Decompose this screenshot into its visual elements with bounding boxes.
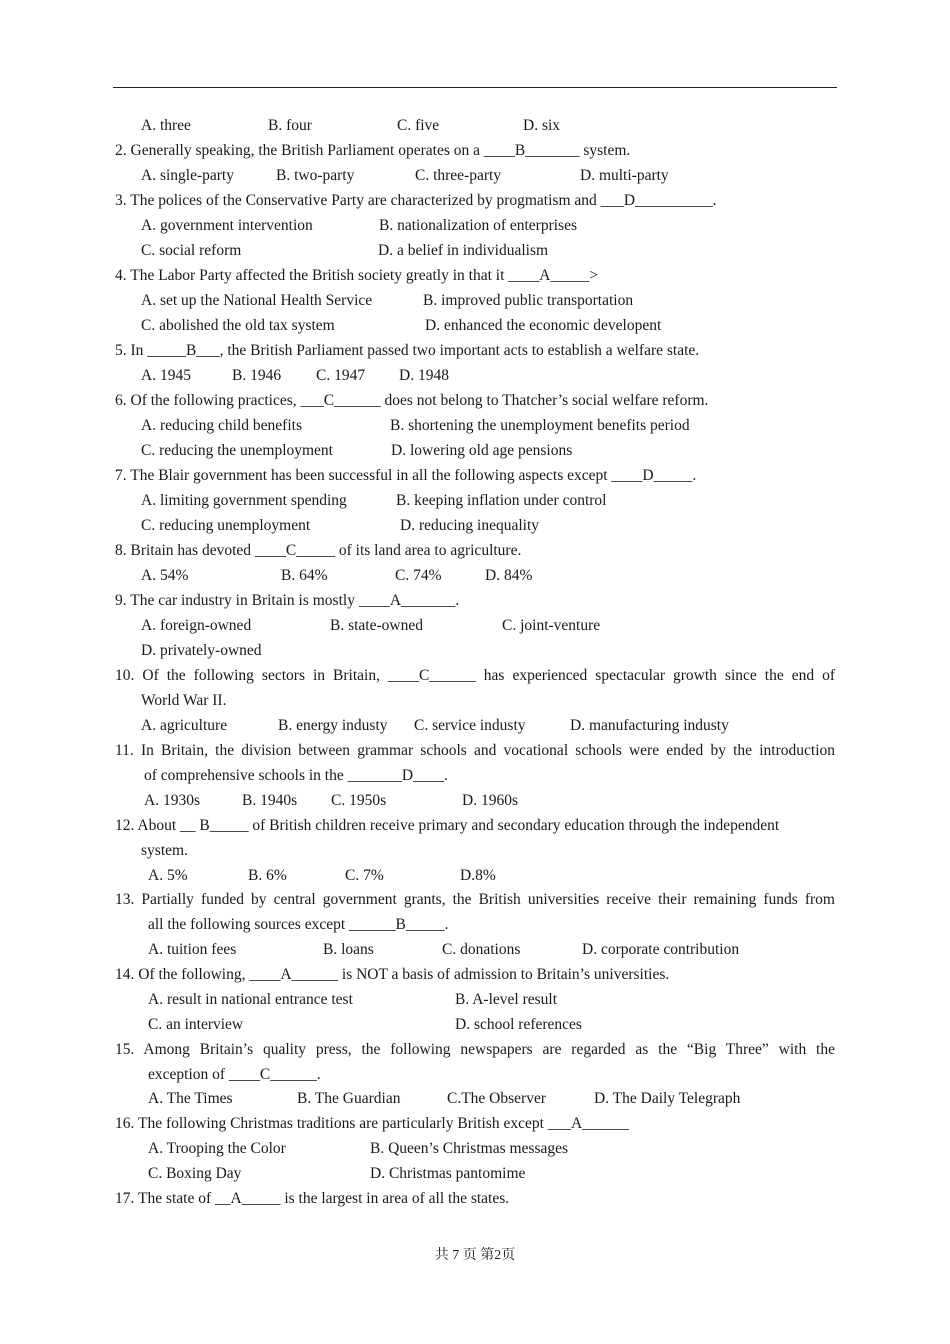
option-line: C. abolished the old tax system [141,317,335,334]
option-line: D. corporate contribution [582,941,740,958]
option-line: B. keeping inflation under control [396,492,607,509]
option-line: B. The Guardian [297,1090,401,1107]
option-line: D. six [523,117,561,134]
option-line: D. school references [455,1016,582,1033]
option-line: A. Trooping the Color [148,1140,286,1157]
page-footer: 共 7 页 第2页 [434,1248,516,1263]
question-line: exception of ____C______. [148,1066,321,1083]
question-line: 8. Britain has devoted ____C_____ of its land area to agriculture. [115,542,522,559]
option-line: B. nationalization of enterprises [379,217,577,234]
question-line: 6. Of the following practices, ___C______ does not belong to Thatcher’s social welfare reform. [115,392,709,409]
option-line: C. reducing the unemployment [141,442,333,459]
option-line: A. set up the National Health Service [141,292,373,309]
option-line: C. reducing unemployment [141,517,311,534]
option-line: A. 1945 [141,367,191,384]
option-line: D. privately-owned [141,642,262,659]
question-line: 11. In Britain, the division between grammar schools and vocational schools were ended by the introduction [115,742,835,759]
question-line: system. [141,842,188,859]
question-line: 12. About __ B_____ of British children receive primary and secondary education through the independent [115,817,780,834]
option-line: D. The Daily Telegraph [594,1090,741,1107]
option-line: A. 54% [141,567,189,584]
option-line: C. joint-venture [502,617,601,634]
option-line: C. 7% [345,867,384,884]
option-line: A. limiting government spending [141,492,347,509]
option-line: A. result in national entrance test [148,991,353,1008]
question-line: World War II. [141,692,227,709]
question-line: of comprehensive schools in the _______D____. [144,767,448,784]
option-line: B. 1946 [232,367,282,384]
option-line: D. 1960s [462,792,518,809]
question-line: all the following sources except ______B_____. [148,916,449,933]
question-line: 13. Partially funded by central government grants, the British universities receive their remaining funds from [115,891,835,908]
option-line: A. government intervention [141,217,313,234]
option-line: A. tuition fees [148,941,237,958]
option-line: B. 1940s [242,792,298,809]
option-line: C.The Observer [447,1090,546,1107]
option-line: C. service industy [414,717,526,734]
option-line: D. enhanced the economic developent [425,317,662,334]
question-line: 2. Generally speaking, the British Parliament operates on a ____B_______ system. [115,142,631,159]
question-line: 9. The car industry in Britain is mostly ____A_______. [115,592,460,609]
option-line: B. four [268,117,312,134]
option-line: C. 1950s [331,792,387,809]
question-line: 7. The Blair government has been successful in all the following aspects except ____D_____. [115,467,697,484]
option-line: D. 84% [485,567,533,584]
question-line: 10. Of the following sectors in Britain, ____C______ has experienced spectacular growth since the end of [115,667,835,684]
option-line: B. state-owned [330,617,423,634]
question-line: 5. In _____B___, the British Parliament passed two important acts to establish a welfare state. [115,342,700,359]
option-line: B. two-party [276,167,355,184]
option-line: D. manufacturing industy [570,717,729,734]
option-line: A. 5% [148,867,188,884]
option-line: B. energy industy [278,717,388,734]
option-line: B. 6% [248,867,287,884]
option-line: A. 1930s [144,792,200,809]
option-line: D. 1948 [399,367,449,384]
option-line: C. donations [442,941,521,958]
option-line: B. A-level result [455,991,558,1008]
option-line: C. 1947 [316,367,366,384]
option-line: A. The Times [148,1090,233,1107]
option-line: A. reducing child benefits [141,417,302,434]
option-line: C. social reform [141,242,242,259]
option-line: A. three [141,117,191,134]
option-line: D. Christmas pantomime [370,1165,526,1182]
option-line: A. agriculture [141,717,228,734]
option-line: A. foreign-owned [141,617,252,634]
header-rule [113,87,837,88]
question-line: 16. The following Christmas traditions are particularly British except ___A______ [115,1115,629,1132]
option-line: D. reducing inequality [400,517,540,534]
option-line: D. multi-party [580,167,669,184]
option-line: C. three-party [415,167,502,184]
question-line: 3. The polices of the Conservative Party are characterized by progmatism and ___D__________. [115,192,717,209]
option-line: D. a belief in individualism [378,242,549,259]
option-line: C. Boxing Day [148,1165,242,1182]
option-line: B. 64% [281,567,328,584]
option-line: A. single-party [141,167,234,184]
option-line: B. loans [323,941,374,958]
question-line: 4. The Labor Party affected the British society greatly in that it ____A_____> [115,267,598,284]
option-line: D.8% [460,867,496,884]
option-line: C. five [397,117,440,134]
option-line: B. improved public transportation [423,292,634,309]
question-line: 14. Of the following, ____A______ is NOT a basis of admission to Britain’s universities. [115,966,670,983]
option-line: B. Queen’s Christmas messages [370,1140,569,1157]
question-line: 15. Among Britain’s quality press, the following newspapers are regarded as the “Big Three” with the [115,1041,835,1058]
option-line: C. an interview [148,1016,244,1033]
option-line: B. shortening the unemployment benefits period [390,417,690,434]
option-line: C. 74% [395,567,442,584]
option-line: D. lowering old age pensions [391,442,573,459]
question-line: 17. The state of __A_____ is the largest in area of all the states. [115,1190,510,1207]
